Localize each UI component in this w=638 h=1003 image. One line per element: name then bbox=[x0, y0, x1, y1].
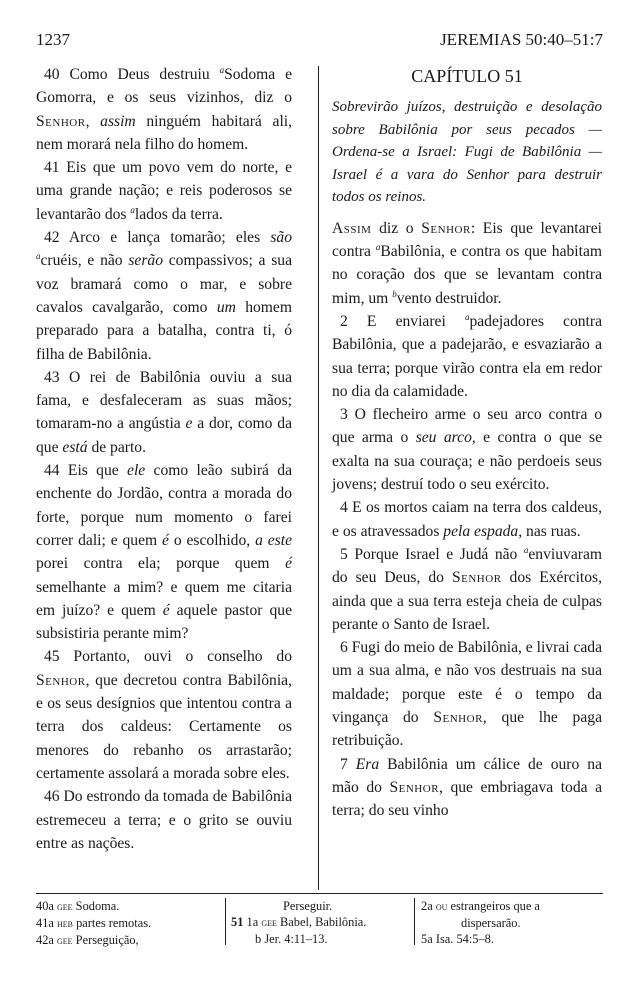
footnote-text: Isa. 54:5–8. bbox=[435, 932, 494, 946]
verse-number: 44 bbox=[44, 462, 60, 480]
italic-word: é bbox=[162, 601, 170, 619]
footnote-marker[interactable]: a bbox=[464, 311, 470, 322]
lord-name: Senhor bbox=[433, 709, 483, 727]
lord-name: Senhor bbox=[421, 219, 471, 237]
verse-text: nas ruas. bbox=[522, 522, 581, 540]
footnote-text: Perseguir. bbox=[283, 899, 333, 913]
verse-text: Eis que um povo vem do norte, e uma grande nação; e reis poderosos se levantarão dos bbox=[36, 159, 292, 223]
footnote-text: partes remotas. bbox=[76, 916, 152, 930]
italic-word: um bbox=[216, 298, 236, 316]
verse-3 bbox=[332, 403, 602, 496]
running-head: JEREMIAS 50:40–51:7 bbox=[440, 30, 603, 49]
italic-word: a este bbox=[255, 531, 292, 549]
verse-7 bbox=[332, 753, 602, 823]
verse-5 bbox=[332, 543, 602, 636]
verse-text: Do estrondo da tomada de Babilônia estremeceu a terra; e o grito se ouviu entre as nações. bbox=[36, 788, 292, 852]
footnote-text: Babel, Babilônia. bbox=[279, 915, 367, 929]
footnote-ref: 2a bbox=[421, 899, 433, 913]
footnote-ref: b bbox=[255, 932, 262, 946]
footnote-text: Sodoma. bbox=[75, 899, 120, 913]
footnote-tag: gee bbox=[57, 935, 73, 947]
verse-number: 6 bbox=[340, 639, 348, 657]
verse-text: padejadores contra Babilônia, que a padejarão, e esvaziarão a sua terra; porque virão contra ela em redor no dia da calamidade. bbox=[332, 312, 602, 400]
footnote-marker[interactable]: a bbox=[523, 544, 529, 555]
verse-text: semelhante a mim? e quem me citaria em juízo? e quem bbox=[36, 578, 292, 619]
footnote-marker[interactable]: b bbox=[392, 288, 397, 299]
footnote-ref: 41a bbox=[36, 916, 54, 930]
verse-number: 7 bbox=[340, 755, 348, 773]
verse-text: cruéis, e não bbox=[40, 252, 129, 270]
italic-word: serão bbox=[128, 252, 163, 270]
lord-name: Senhor bbox=[389, 778, 440, 796]
italic-word: está bbox=[62, 438, 88, 456]
verse-text: , que embriagava toda a terra; do seu vinho bbox=[332, 778, 602, 820]
footnote-text: Perseguição, bbox=[75, 933, 139, 947]
verse-text: dos Exércitos, ainda que a sua terra esteja cheia de culpas perante o Santo de Israel. bbox=[332, 569, 603, 633]
verse-text: de parto. bbox=[87, 438, 147, 456]
verse-text: Babilônia, e contra os que habitam no coração dos que se levantam contra mim, um bbox=[332, 243, 602, 307]
footnote-tag: gee bbox=[261, 917, 277, 929]
lord-name: Senhor bbox=[451, 569, 502, 587]
verse-44 bbox=[36, 459, 292, 645]
footnote-continuation bbox=[231, 898, 411, 914]
verse-6 bbox=[332, 636, 602, 752]
footnote-continuation bbox=[421, 915, 603, 931]
italic-word: seu arco, bbox=[415, 429, 476, 447]
right-column bbox=[332, 63, 602, 823]
verse-text: lados da terra. bbox=[134, 205, 223, 223]
footnote-entry[interactable] bbox=[36, 915, 222, 932]
footnote-column-3 bbox=[421, 898, 603, 947]
verse-number: 5 bbox=[340, 545, 348, 563]
page-header bbox=[36, 30, 603, 56]
verse-text: O flecheiro arme o seu arco contra o que arma o bbox=[332, 406, 602, 447]
page-number: 1237 bbox=[36, 30, 70, 49]
verse-text: homem preparado para a batalha, contra ti, ó filha de Babilônia. bbox=[36, 298, 292, 363]
verse-number: 42 bbox=[44, 229, 60, 247]
verse-text: Eis que bbox=[59, 462, 128, 480]
verse-text: Arco e lança tomarão; eles bbox=[59, 229, 271, 247]
verse-text: : Eis que levantarei contra bbox=[332, 219, 602, 261]
footnote-ref: 40a bbox=[36, 899, 54, 913]
verse-text: Porque Israel e Judá não bbox=[347, 545, 524, 563]
verse-40 bbox=[36, 63, 292, 156]
italic-word: é bbox=[162, 531, 169, 549]
verse-text: Portanto, ouvi o conselho do bbox=[59, 648, 292, 666]
verse-text: E enviarei bbox=[347, 312, 465, 330]
footnote-entry[interactable] bbox=[231, 914, 411, 931]
verse-text: O rei de Babilônia ouviu a sua fama, e desfaleceram as suas mãos; tomaram-no a angústia bbox=[36, 368, 292, 433]
verse-opening-word: Assim bbox=[332, 219, 372, 237]
footnote-divider bbox=[36, 893, 603, 894]
footnote-tag: gee bbox=[57, 901, 73, 913]
verse-text: enviuvaram do seu Deus, do bbox=[332, 545, 602, 587]
verse-text: ninguém habitará ali, nem morará nela filho do homem. bbox=[36, 112, 293, 153]
italic-word: é bbox=[285, 555, 292, 573]
footnotes bbox=[36, 898, 603, 948]
verse-text: Sodoma e Gomorra, e os seus vizinhos, diz o bbox=[36, 66, 292, 107]
verse-number: 45 bbox=[44, 648, 60, 666]
italic-word: ele bbox=[127, 462, 146, 480]
chapter-summary: Sobrevirão juízos, destruição e desolação sobre Babilônia por seus pecados — Ordena-se a Israel: Fugi de Babilônia — Israel é a vara do Senhor para destruir todos os reinos. bbox=[332, 99, 602, 206]
verse-text: vento destruidor. bbox=[396, 289, 502, 307]
verse-text: porei contra ela; porque quem bbox=[36, 555, 286, 573]
left-column bbox=[36, 63, 292, 855]
verse-41 bbox=[36, 156, 292, 226]
verse-number: 46 bbox=[44, 788, 60, 806]
footnote-tag: ou bbox=[435, 901, 448, 913]
footnote-separator bbox=[414, 898, 415, 945]
verse-number: 41 bbox=[44, 159, 60, 177]
verse-number: 43 bbox=[44, 368, 60, 386]
verse-45 bbox=[36, 645, 292, 785]
footnote-separator bbox=[225, 898, 226, 945]
footnote-tag: heb bbox=[57, 918, 73, 930]
verse-42 bbox=[36, 226, 292, 366]
footnote-entry[interactable] bbox=[36, 898, 222, 915]
footnote-entry[interactable] bbox=[231, 931, 411, 947]
footnote-entry[interactable] bbox=[421, 898, 603, 915]
verse-text: aquele pastor que subsistiria perante mim? bbox=[36, 601, 293, 643]
verse-text: a dor, como da que bbox=[36, 415, 292, 456]
footnote-column-2 bbox=[231, 898, 411, 947]
lord-name: Senhor bbox=[36, 671, 86, 689]
verse-number: 3 bbox=[340, 406, 348, 424]
verse-number: 40 bbox=[44, 66, 60, 83]
footnote-marker[interactable]: a bbox=[375, 242, 381, 253]
verse-number: 4 bbox=[340, 499, 348, 517]
italic-word: assim bbox=[100, 112, 136, 130]
footnote-text: Jer. 4:11–13. bbox=[264, 932, 328, 946]
lord-name: Senhor bbox=[36, 112, 86, 130]
italic-word: são bbox=[270, 229, 292, 247]
verse-2 bbox=[332, 310, 602, 403]
column-divider bbox=[318, 66, 319, 890]
footnote-column-1 bbox=[36, 898, 222, 949]
verse-text: compassivos; a sua voz bramará como o mar, e sobre cavalos cavalgarão, como bbox=[36, 252, 293, 316]
verse-text: , que lhe paga retribuição. bbox=[332, 709, 602, 750]
verse-text: Como Deus destruiu bbox=[59, 66, 220, 83]
verse-text: E os mortos caiam na terra dos caldeus, e os atravessados bbox=[332, 499, 602, 540]
verse-text: Fugi do meio de Babilônia, e livrai cada um a sua alma, e não vos destruais na sua maldade; porque este é o tempo da vingança do bbox=[332, 639, 602, 727]
italic-word: e bbox=[185, 415, 193, 433]
verse-4 bbox=[332, 496, 602, 543]
footnote-marker[interactable]: a bbox=[219, 65, 225, 75]
verse-text: diz o bbox=[371, 219, 422, 237]
verse-text: , bbox=[85, 112, 101, 130]
footnote-entry[interactable] bbox=[421, 931, 603, 947]
footnote-ref: 42a bbox=[36, 933, 54, 947]
footnote-text: dispersarão. bbox=[461, 916, 521, 930]
verse-text: como leão subirá da enchente do Jordão, contra a morada do forte, porque num momento o farei correr dali; e quem bbox=[36, 462, 292, 549]
footnote-entry[interactable] bbox=[36, 932, 222, 949]
italic-word: Era bbox=[355, 755, 380, 773]
verse-number: 2 bbox=[340, 312, 348, 330]
footnote-chapter-number: 51 bbox=[231, 915, 244, 929]
footnote-marker[interactable]: a bbox=[130, 204, 135, 215]
footnote-ref: 1a bbox=[246, 915, 259, 929]
footnote-marker[interactable]: a bbox=[36, 251, 41, 262]
verse-text: , que decretou contra Babilônia, e os seus desígnios que intentou contra a terra dos caldeus: Certamente os menores do rebanho os arrastarão; certamente assolará a morada sobre eles. bbox=[36, 671, 292, 782]
verse-text: e contra o que se exalta na sua couraça; e não perdoeis seus jovens; destruí todo o seu exército. bbox=[332, 429, 602, 494]
verse-text: o escolhido, bbox=[168, 531, 256, 549]
footnote-text: estrangeiros que a bbox=[450, 899, 540, 913]
verse-43 bbox=[36, 366, 292, 459]
verse-text: Babilônia um cálice de ouro na mão do bbox=[332, 755, 602, 796]
footnote-ref: 5a bbox=[421, 932, 433, 946]
italic-word: pela espada, bbox=[443, 522, 523, 540]
verse-1 bbox=[332, 217, 602, 310]
verse-46 bbox=[36, 785, 292, 855]
chapter-title: CAPÍTULO 51 bbox=[411, 66, 523, 86]
